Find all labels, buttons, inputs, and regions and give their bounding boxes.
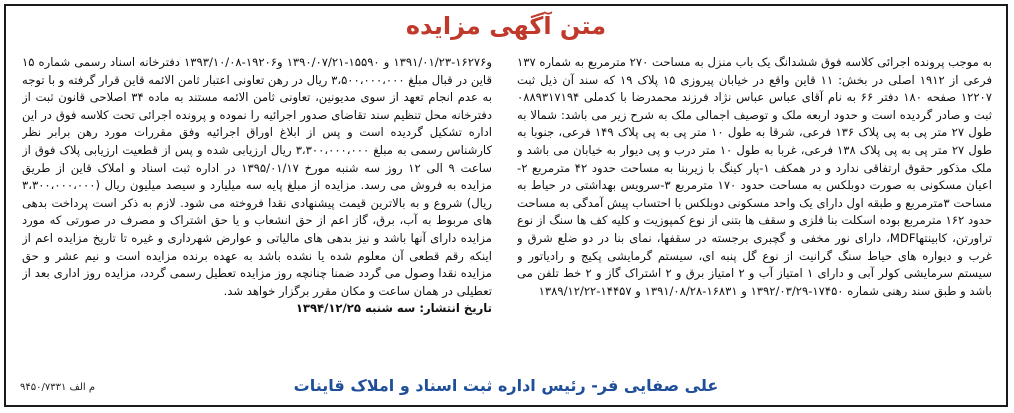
notice-title: متن آگهی مزایده <box>405 12 607 40</box>
notice-paragraph-left: و۱۶۲۷۶-۱۳۹۱/۰۱/۲۳ و ۱۵۵۹۰-۱۳۹۰/۰۷/۲۱ و۱۹۲۰۶-۱۳۹۳/۱۰/۰۸ دفترخانه اسناد رسمی شماره ۱۵ قاین در قبال مبلغ ۳،۵۰۰،۰۰۰،۰۰۰ ریال در رهن تعاونی اعتبار ثامن الائمه قاین قرار گرفته و با توجه به عدم انجام تعهد از سوی مدیونین، تعاونی ثامن الائمه مستند به ماده ۳۴ اصلاحی قانون ثبت از دفترخانه محل تنظیم سند تقاضای صدور اجرائیه را نموده و پرونده اجرائی تحت کلاسه فوق در این اداره تشکیل گردیده است و پس از ابلاغ اوراق اجرائیه وفق مقررات مورد رهن برابر نظر کارشناس رسمی به مبلغ ۳،۳۰۰،۰۰۰،۰۰۰ ریال ارزیابی شده و پس از قطعیت ارزیابی پلاک فوق از ساعت ۹ الی ۱۲ روز سه شنبه مورخ ۱۳۹۵/۰۱/۱۷ در اداره ثبت اسناد و املاک قاین از طریق مزایده به فروش می رسد. مزایده از مبلغ پایه سه میلیارد و سیصد میلیون ریال (۳،۳۰۰،۰۰۰،۰۰۰ ریال) شروع و به بالاترین قیمت پیشنهادی نقدا فروخته می شود. لازم به ذکر است پرداخت بدهی های مربوط به آب، برق، گاز اعم از حق انشعاب و یا حق اشتراک و مصرف در صورتی که مورد مزایده دارای آنها باشد و نیز بدهی های مالیاتی و عوارض شهرداری و غیره تا تاریخ مزایده اعم از اینکه رقم قطعی آن معلوم شده یا نشده باشد به عهده برنده مزایده است و نیم عشر و حق مزایده نقدا وصول می گردد ضمنا چنانچه روز مزایده تعطیل رسمی گردد، مزایده روز اداری بعد از تعطیلی در همان ساعت و مکان مقرر برگزار خواهد شد. <box>22 55 492 298</box>
notice-body-right <box>517 54 992 372</box>
auction-notice <box>4 4 1008 407</box>
notice-paragraph-right: به موجب پرونده اجرائی کلاسه فوق ششدانگ یک باب منزل به مساحت ۲۷۰ مترمربع به شماره ۱۳۷ فرعی از ۱۹۱۲ اصلی در بخش: ۱۱ قاین واقع در خیابان پیروزی ۱۵ پلاک ۱۹ که سند آن ذیل ثبت ۱۲۲۰۷ صفحه ۱۸۰ دفتر ۶۶ به نام آقای عباس عباس نژاد فرزند محمدرضا با کدملی ۰۸۸۹۳۱۷۱۹۴ ثبت و صادر گردیده است و حدود اربعه ملک و توصیف اجمالی ملک به شرح زیر می باشد: شمالا به طول ۲۷ متر پی به پی پلاک ۱۳۶ فرعی، شرقا به طول ۱۰ متر پی به پی پلاک ۱۴۹ فرعی، جنوبا به طول ۲۷ متر پی به پی پلاک ۱۳۸ فرعی، غربا به طول ۱۰ متر درب و پی دیوار به خیابان می باشد و ملک مذکور حقوق ارتفاقی ندارد و در همکف ۱-پار کینگ با زیربنا به مساحت حدود ۴۲ مترمربع ۲-اعیان مسکونی به صورت دوبلکس به مساحت حدود ۱۷۰ مترمربع ۳-سرویس بهداشتی در حیاط به مساحت ۳مترمربع و طبقه اول دارای یک واحد مسکونی دوبلکس با احتساب پیش آمدگی به مساحت حدود ۱۶۲ مترمربع بوده اسکلت بنا فلزی و سقف ها بتنی از نوع کمپوزیت و کلیه کف ها سنگ از نوع تراورتن، کابینتهاMDF، دارای نور مخفی و گچبری برجسته در سقفها، نمای بنا در دو ضلع شرق و غرب و دیواره های حیاط سنگ گرانیت از نوع گل پنبه ای، سیستم گرمایشی پکیج و رادیاتور و سیستم سرمایشی کولر آبی و دارای ۱ امتیاز آب و ۲ امتیاز برق و ۲ اشتراک گاز و ۲ خط تلفن می باشد و طبق سند رهنی شماره ۱۷۴۵۰-۱۳۹۲/۰۳/۲۹ و ۱۶۸۳۱-۱۳۹۱/۰۸/۲۸ و ۱۴۴۵۷-۱۳۸۹/۱۲/۲۲ <box>517 55 992 298</box>
notice-body-left <box>22 54 492 372</box>
notice-signature: علی صفایی فر- رئیس اداره ثبت اسناد و املاک قاینات <box>293 376 719 395</box>
publish-date: تاریخ انتشار: سه شنبه ۱۳۹۴/۱۲/۲۵ <box>295 301 492 316</box>
reference-number: م الف ۹۴۵۰/۷۳۳۱ <box>20 382 96 393</box>
